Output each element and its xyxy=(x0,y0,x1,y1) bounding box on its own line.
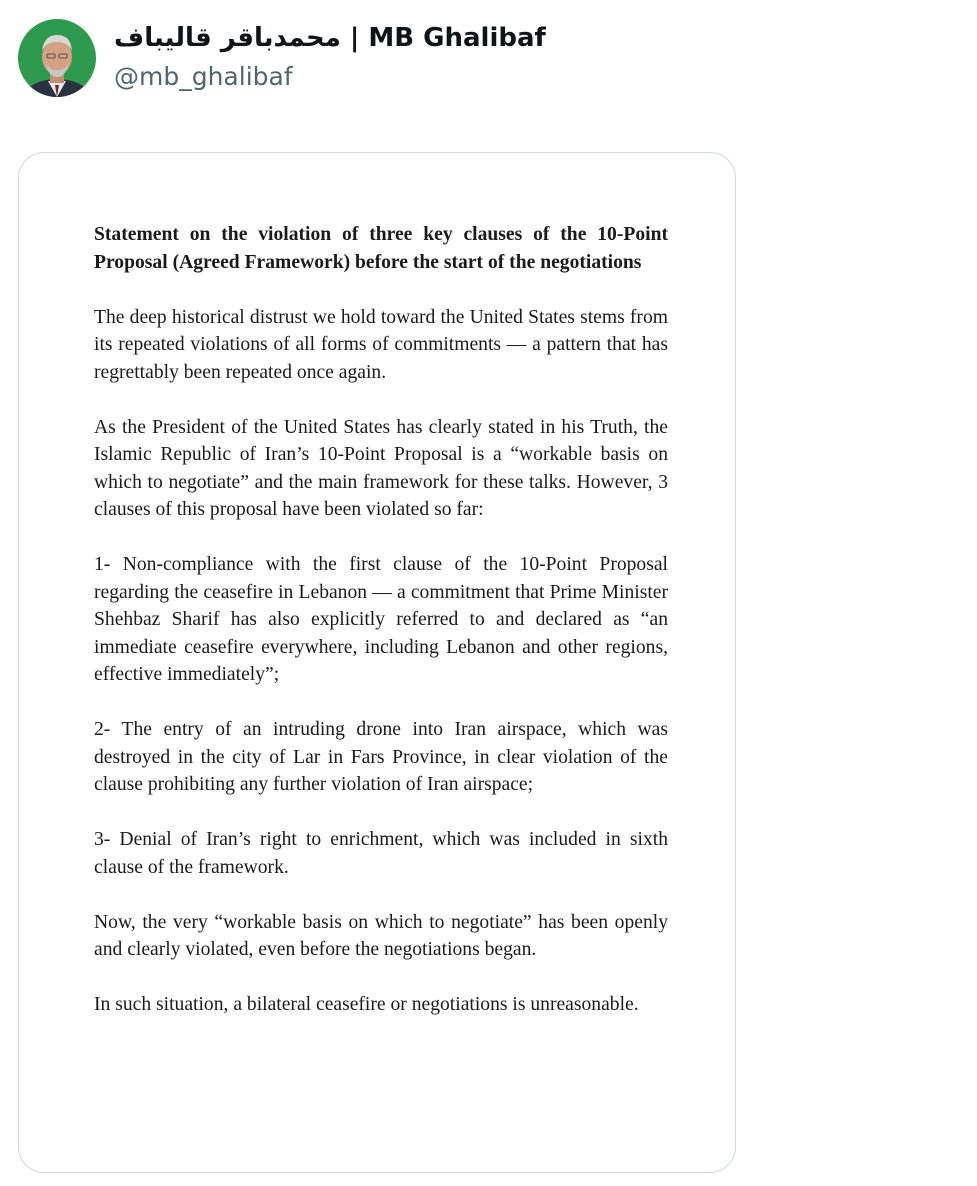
statement-title: Statement on the violation of three key clauses of the 10-Point Proposal (Agreed Framework) before the start of the negotiations xyxy=(94,224,668,273)
paragraph-clause-2: 2- The entry of an intruding drone into Iran airspace, which was destroyed in the city of Lar in Fars Province, in clear violation of the clause prohibiting any further violation of Iran airspace; xyxy=(94,719,668,795)
paragraph-framework: As the President of the United States has clearly stated in his Truth, the Islamic Republic of Iran’s 10-Point Proposal is a “workable basis on which to negotiate” and the main framework for these talks. However, 3 clauses of this proposal have been violated so far: xyxy=(94,416,668,520)
paragraph-conclusion: In such situation, a bilateral ceasefire or negotiations is unreasonable. xyxy=(94,994,639,1015)
paragraph-distrust: The deep historical distrust we hold toward the United States stems from its repeated violations of all forms of commitments — a pattern that has regrettably been repeated once again. xyxy=(94,306,668,383)
paragraph-clause-3: 3- Denial of Iran’s right to enrichment, which was included in sixth clause of the framework. xyxy=(94,829,668,878)
paragraph-clause-1: 1- Non-compliance with the first clause of the 10-Point Proposal regarding the ceasefire in Lebanon — a commitment that Prime Minister Shehbaz Sharif has also explicitly referred to and declared as “an immediate ceasefire everywhere, including Lebanon and other regions, effective immediately”; xyxy=(94,554,668,685)
profile-photo-icon xyxy=(18,19,96,97)
display-name[interactable]: محمدباقر قالیباف | MB Ghalibaf xyxy=(114,23,546,53)
tweet-author xyxy=(114,21,546,94)
tweet-media-image[interactable] xyxy=(18,152,736,1173)
paragraph-violated: Now, the very “workable basis on which to negotiate” has been openly and clearly violated, even before the negotiations began. xyxy=(94,911,668,960)
statement-document xyxy=(94,221,668,1046)
avatar[interactable] xyxy=(18,19,96,97)
user-handle[interactable]: @mb_ghalibaf xyxy=(114,62,293,91)
